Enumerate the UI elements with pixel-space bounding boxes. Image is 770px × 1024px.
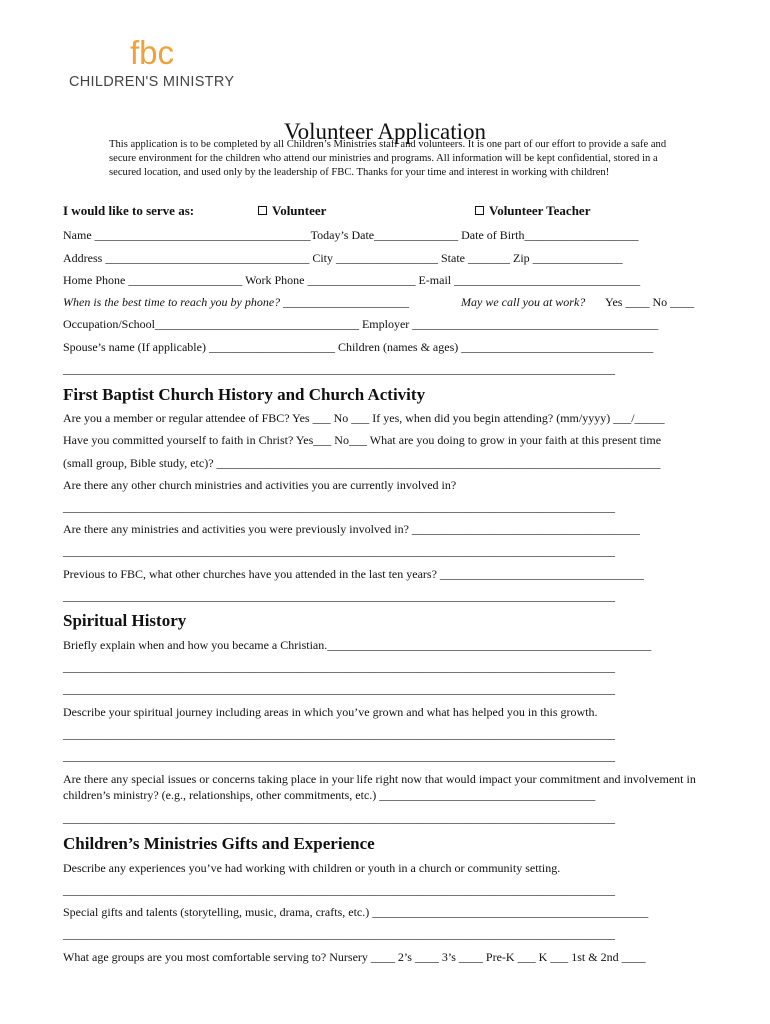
volunteer-checkbox[interactable] bbox=[258, 206, 267, 215]
gifts-talents-line[interactable]: ____________________________________________________________________________________________ bbox=[63, 927, 615, 941]
intro-paragraph: This application is to be completed by all Children’s Ministries staff and volunteers. It is one part of our effort to provide a safe and secure environment for the children who attend our ministries and programs. All information will be kept confidential, stored in a secured location, and used only by the leadership of FBC. Thanks for your time and interest in working with children! bbox=[109, 139, 667, 178]
experience-line[interactable]: ____________________________________________________________________________________________ bbox=[63, 883, 615, 897]
volunteer-teacher-option-label: Volunteer Teacher bbox=[489, 203, 591, 218]
became-christian-question[interactable]: Briefly explain when and how you became a Christian.______________________________________________________ bbox=[63, 638, 652, 652]
previous-churches-question[interactable]: Previous to FBC, what other churches have you attended in the last ten years? __________________________________ bbox=[63, 567, 644, 581]
spiritual-history-heading: Spiritual History bbox=[63, 611, 187, 630]
spiritual-journey-line-2[interactable]: ____________________________________________________________________________________________ bbox=[63, 749, 615, 763]
volunteer-option[interactable] bbox=[258, 203, 326, 219]
previous-ministries-line[interactable]: ____________________________________________________________________________________________ bbox=[63, 544, 615, 558]
logo-subtitle: CHILDREN'S MINISTRY bbox=[69, 74, 235, 90]
call-at-work-label: May we call you at work? bbox=[461, 295, 586, 309]
became-christian-line-2[interactable]: ____________________________________________________________________________________________ bbox=[63, 682, 615, 696]
faith-question[interactable]: Have you committed yourself to faith in Christ? Yes___ No___ What are you doing to grow in your faith at this present time bbox=[63, 433, 662, 447]
logo-mark: fbc bbox=[130, 34, 175, 71]
best-time-line[interactable]: When is the best time to reach you by phone? _____________________ bbox=[63, 295, 410, 309]
spiritual-journey-question: Describe your spiritual journey including areas in which you’ve grown and what has helped you in this growth. bbox=[63, 705, 598, 719]
current-ministries-question: Are there any other church ministries and activities you are currently involved in? bbox=[63, 478, 457, 492]
member-question[interactable]: Are you a member or regular attendee of FBC? Yes ___ No ___ If yes, when did you begin attending? (mm/yyyy) ___/_____ bbox=[63, 411, 665, 425]
page-title: Volunteer Application bbox=[283, 119, 487, 145]
previous-ministries-question[interactable]: Are there any ministries and activities you were previously involved in? ______________________________________ bbox=[63, 522, 640, 536]
spiritual-journey-line-1[interactable]: ____________________________________________________________________________________________ bbox=[63, 727, 615, 741]
serve-as-label: I would like to serve as: bbox=[63, 203, 195, 218]
faith-question-cont[interactable]: (small group, Bible study, etc)? __________________________________________________________________________ bbox=[63, 456, 661, 470]
gifts-talents-question[interactable]: Special gifts and talents (storytelling, music, drama, crafts, etc.) ______________________________________________ bbox=[63, 905, 649, 919]
address-line[interactable]: Address __________________________________ City _________________ State _______ Zip _______________ bbox=[63, 251, 623, 265]
previous-churches-line[interactable]: ____________________________________________________________________________________________ bbox=[63, 589, 615, 603]
experience-question: Describe any experiences you’ve had working with children or youth in a church or community setting. bbox=[63, 861, 561, 875]
phone-email-line[interactable]: Home Phone ___________________ Work Phone __________________ E-mail _______________________________ bbox=[63, 273, 641, 287]
gifts-experience-heading: Children’s Ministries Gifts and Experience bbox=[63, 834, 375, 853]
age-groups-question[interactable]: What age groups are you most comfortable serving to? Nursery ____ 2’s ____ 3’s ____ Pre-K ___ K ___ 1st & 2nd ____ bbox=[63, 950, 646, 964]
name-date-line[interactable]: Name ____________________________________Today’s Date______________ Date of Birth___________________ bbox=[63, 228, 639, 242]
volunteer-option-label: Volunteer bbox=[272, 203, 327, 218]
occupation-line[interactable]: Occupation/School__________________________________ Employer _________________________________________ bbox=[63, 317, 659, 331]
volunteer-teacher-option[interactable] bbox=[475, 203, 590, 219]
special-issues-question[interactable]: Are there any special issues or concerns taking place in your life right now that would impact your commitment and involvement in children’s ministry? (e.g., relationships, other commitments, etc.) ____________________________________ bbox=[63, 772, 696, 802]
call-at-work-options[interactable]: Yes ____ No ____ bbox=[605, 295, 695, 309]
spouse-children-line[interactable]: Spouse’s name (If applicable) _____________________ Children (names & ages) ________________________________ bbox=[63, 340, 654, 354]
church-history-heading: First Baptist Church History and Church Activity bbox=[63, 385, 426, 404]
volunteer-teacher-checkbox[interactable] bbox=[475, 206, 484, 215]
became-christian-line-1[interactable]: ____________________________________________________________________________________________ bbox=[63, 660, 615, 674]
special-issues-line[interactable]: ____________________________________________________________________________________________ bbox=[63, 811, 615, 825]
fbc-logo bbox=[68, 36, 258, 94]
current-ministries-line[interactable]: ____________________________________________________________________________________________ bbox=[63, 500, 615, 514]
blank-line[interactable]: ____________________________________________________________________________________________ bbox=[63, 362, 615, 376]
